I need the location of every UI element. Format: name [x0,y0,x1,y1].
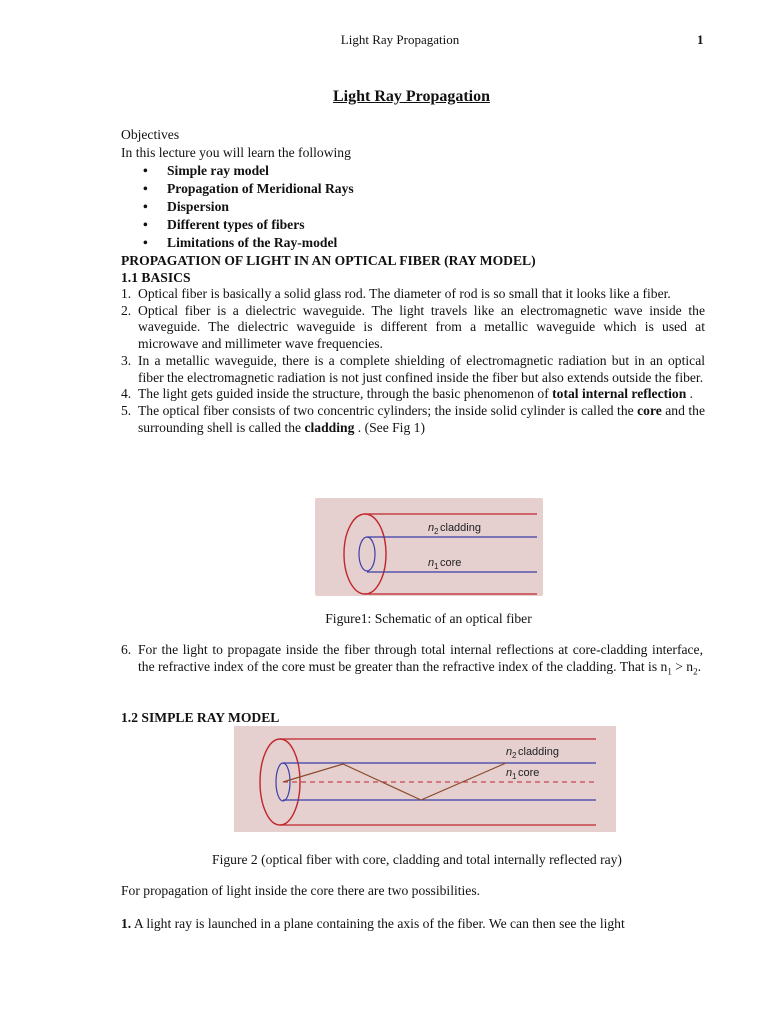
n-symbol: n [506,746,513,758]
page-number: 1 [697,32,704,47]
n-subscript: 1 [512,772,517,781]
objective-item: • Limitations of the Ray-model [121,234,705,252]
label-core: core [518,767,540,779]
figure-1-caption: Figure1: Schematic of an optical fiber [325,611,532,626]
n-subscript: 2 [434,527,439,536]
basics-item [121,403,705,436]
running-title: Light Ray Propagation [340,32,460,47]
item-text: The light gets guided inside the structure, through the basic phenomenon of [138,386,553,402]
item-text-end: . (See Fig 1) [354,419,425,435]
item-text: A light ray is launched in a plane containing the axis of the fiber. We can then see the light [131,916,625,931]
objective-item: • Propagation of Meridional Rays [121,180,705,198]
basics-item [121,386,705,403]
figure-2-drawing [234,726,616,832]
item-number: 3. [121,352,132,368]
item-text: . [697,659,701,674]
item-number: 1. [121,286,132,301]
item-text-end: . [686,386,694,402]
objectives-list [121,162,705,252]
n-symbol: n [506,767,513,779]
item-number: 5. [121,402,132,418]
objectives-label: Objectives [121,127,180,142]
section-heading-main: PROPAGATION OF LIGHT IN AN OPTICAL FIBER (RAY MODEL) [121,253,536,268]
objectives-lead: In this lecture you will learn the following [121,145,351,160]
item-text: > n [671,659,694,674]
n-subscript: 1 [434,562,439,571]
cladding-end-ellipse [344,514,386,594]
subscript: 1 [667,666,672,677]
figure-2-caption: Figure 2 (optical fiber with core, cladding and total internally reflected ray) [212,852,622,867]
paragraph-possibilities: For propagation of light inside the core there are two possibilities. [121,883,481,898]
figure-1-drawing [315,498,543,596]
item-text: The optical fiber consists of two concentric cylinders; the inside solid cylinder is called the [138,402,638,418]
item-number: 2. [121,302,132,318]
objective-item: • Different types of fibers [121,216,705,234]
paragraph-possibility-1 [121,915,703,932]
basics-item [121,303,705,353]
basics-item [121,286,705,303]
term-cladding: cladding [304,419,355,435]
section-heading-basics: 1.1 BASICS [121,270,191,285]
item-text: For the light to propagate inside the fiber through total internal reflections at core-cladding interface, the refractive index of the core must be greater than the refractive index of the cladding. That is n [138,642,703,674]
item-number: 1. [121,916,132,931]
item-text: Optical fiber is a dielectric waveguide. The light travels like an electromagnetic wave inside the waveguide. The dielectric waveguide is different from a metallic waveguide which is used at microwave and millimeter wave frequencies. [138,302,705,352]
term-total-internal-reflection: total internal reflection [552,386,687,402]
item-number: 4. [121,386,132,402]
n-symbol: n [428,557,435,569]
item-text: Optical fiber is basically a solid glass rod. The diameter of rod is so small that it looks like a fiber. [138,286,671,301]
basics-item-6 [121,641,703,681]
core-end-ellipse [359,537,375,571]
label-cladding: cladding [440,522,481,534]
item-number: 6. [121,642,132,657]
objective-item: • Simple ray model [121,162,705,180]
label-cladding: cladding [518,746,559,758]
term-core: core [637,402,662,418]
basics-list [121,286,705,436]
objective-item: • Dispersion [121,198,705,216]
item-text: In a metallic waveguide, there is a complete shielding of electromagnetic radiation but in an optical fiber the electromagnetic radiation is not just confined inside the fiber but also extends outside the fiber. [138,352,705,385]
main-content [121,126,705,436]
item-text-mid: and the surrounding shell is called the [138,402,705,435]
figure-1-optical-fiber [315,498,543,596]
subscript: 2 [693,666,698,677]
n-subscript: 2 [512,751,517,760]
running-header [0,32,768,50]
basics-item [121,353,705,386]
n-symbol: n [428,522,435,534]
label-core: core [440,557,462,569]
figure-2-ray-model [234,726,616,832]
document-title: Light Ray Propagation [332,88,491,105]
section-heading-simple-ray-model: 1.2 SIMPLE RAY MODEL [121,710,280,725]
